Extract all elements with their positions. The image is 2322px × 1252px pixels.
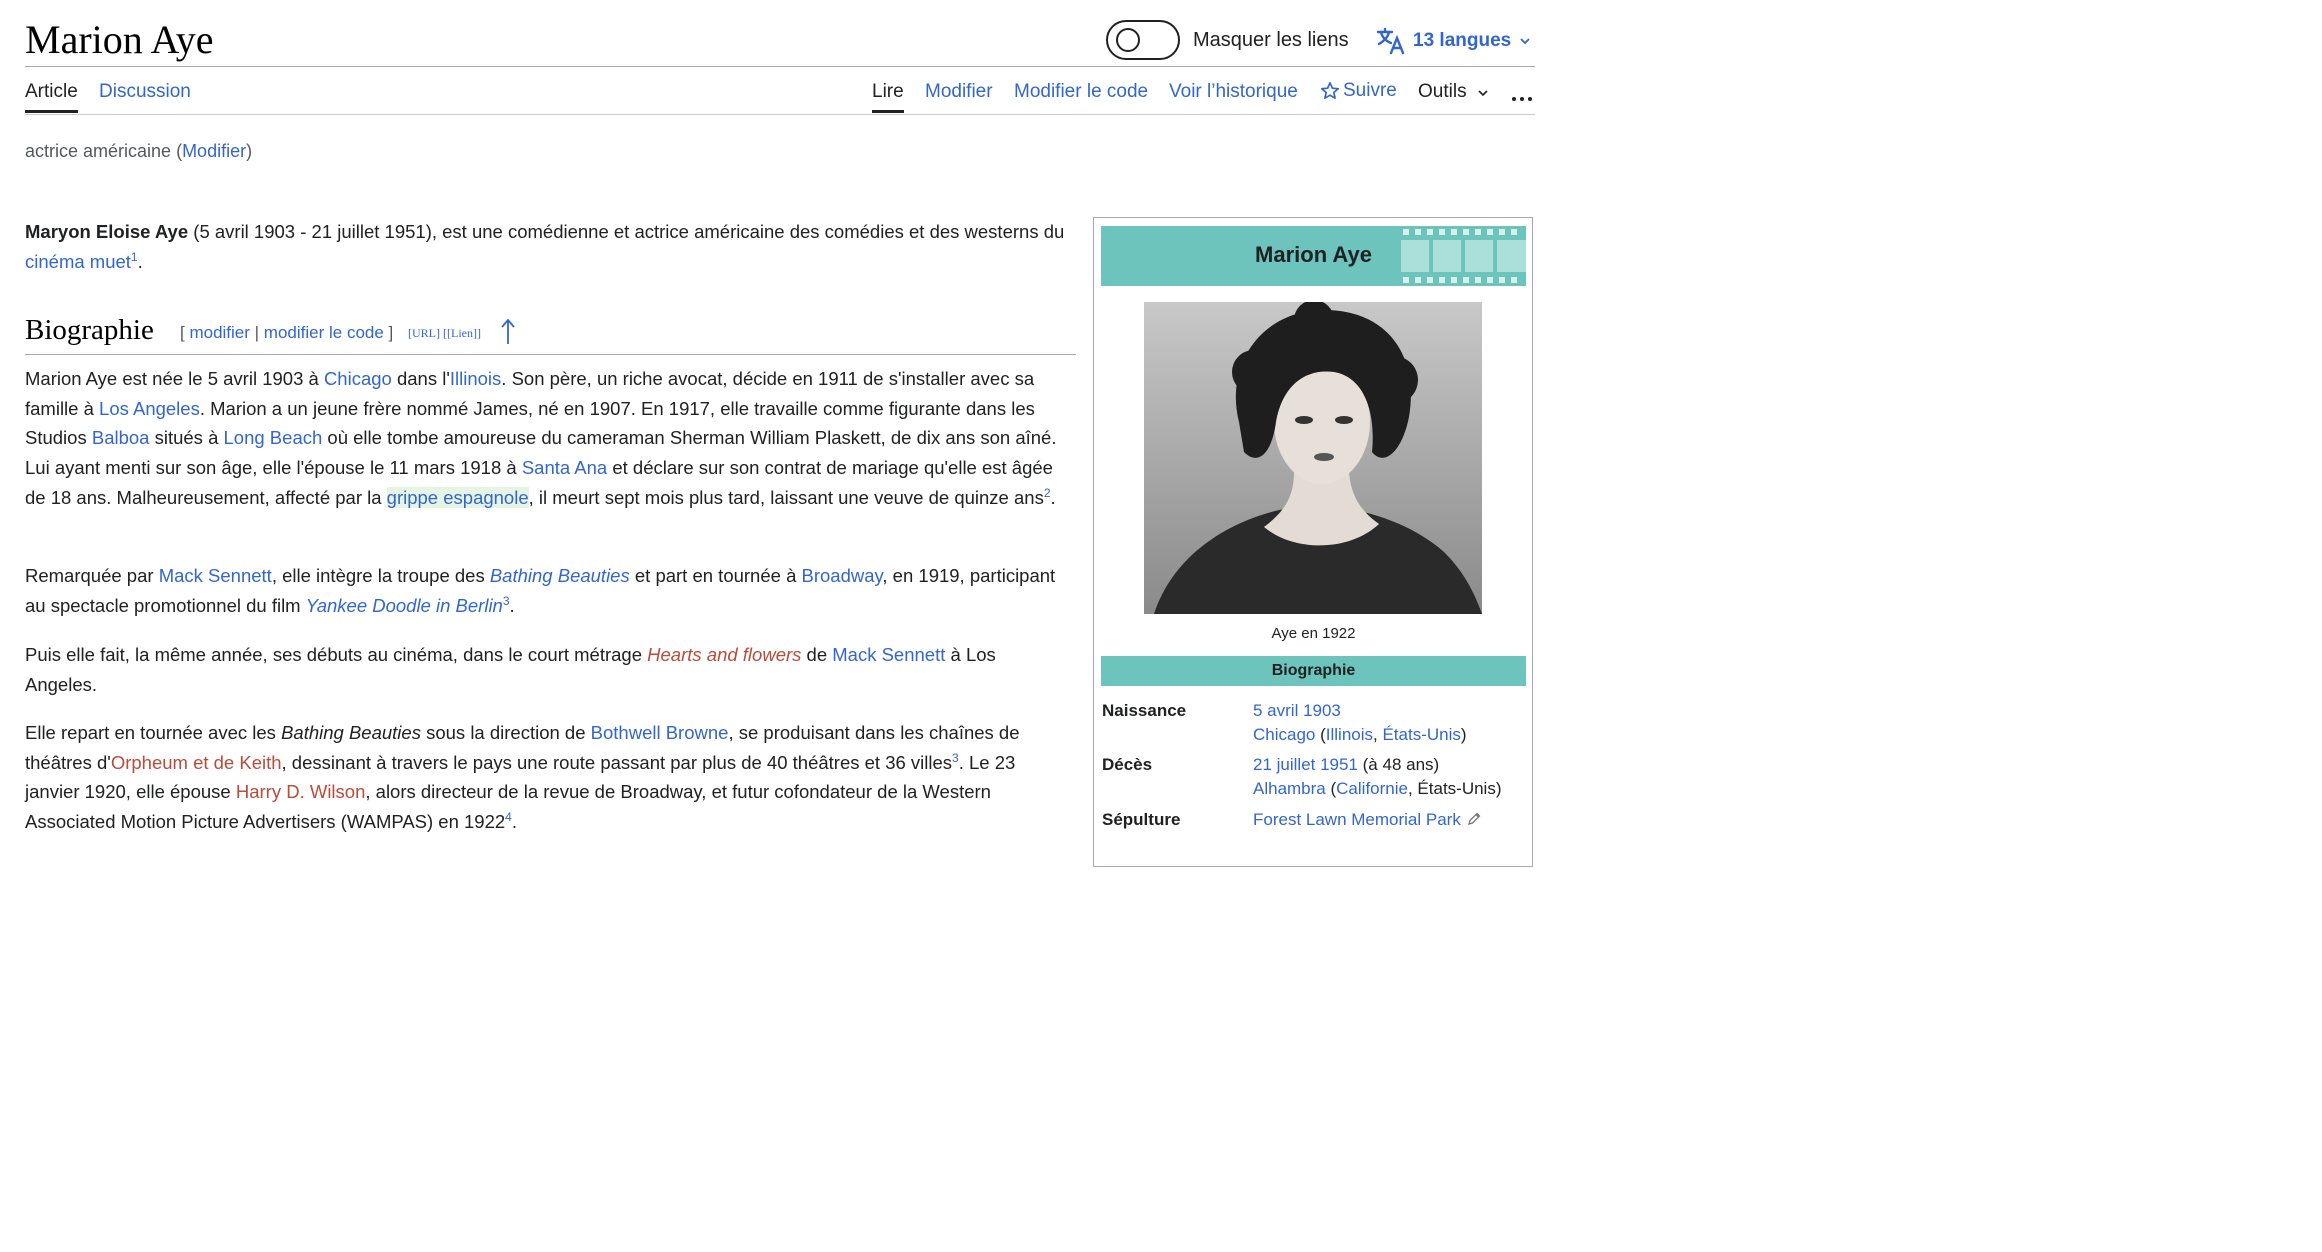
infobox-title: Marion Aye bbox=[1255, 242, 1372, 267]
link-chicago[interactable]: Chicago bbox=[323, 368, 392, 389]
infobox-key-death: Décès bbox=[1102, 755, 1153, 774]
arrow-up-icon[interactable] bbox=[500, 318, 516, 346]
translate-icon[interactable] bbox=[1376, 27, 1406, 55]
paragraph-2: Remarquée par Mack Sennett, elle intègre la troupe des Bathing Beauties et part en tournée à Broadway, en 1919, participant au spectacle promotionnel du film Yankee Doodle in Berlin$^3$. bbox=[25, 565, 1056, 616]
link-birth-country[interactable]: États-Unis bbox=[1382, 725, 1461, 744]
languages-button[interactable]: 13 langues bbox=[1413, 30, 1512, 51]
link-cinema-muet[interactable]: cinéma muet bbox=[25, 250, 131, 272]
star-icon[interactable] bbox=[1320, 81, 1340, 101]
paragraph-1: Marion Aye est née le 5 avril 1903 à Chicago dans l'Illinois. Son père, un riche avocat, décide en 1911 de s'installer avec sa famille à Los Angeles. Marion a un jeune frère nommé James, né en 1907. En 1917, elle travaille comme figurante dans les Studios Balboa situés à Long Beach où elle tombe amoureuse du cameraman Sherman William Plaskett, de dix ans son aîné. Lui ayant menti sur son âge, elle l'épouse le 11 mars 1918 à Santa Ana et déclare sur son contrat de mariage qu'elle est âgée de 18 ans. Malheureusement, affecté par la grippe espagnole, il meurt sept mois plus tard, laissant une veuve de quinze ans$^2$. bbox=[25, 368, 1057, 508]
link-long-beach[interactable]: Long Beach bbox=[223, 427, 323, 449]
link-santa-ana[interactable]: Santa Ana bbox=[521, 457, 608, 479]
ref-4[interactable]: 4 bbox=[505, 809, 512, 824]
link-yankee-doodle[interactable]: Yankee Doodle in Berlin bbox=[305, 594, 503, 616]
section-tools-links[interactable]: [URL] [[Lien]] bbox=[408, 326, 481, 340]
chevron-down-icon[interactable] bbox=[1477, 87, 1489, 99]
section-heading: Biographie bbox=[25, 314, 154, 346]
link-death-city[interactable]: Alhambra bbox=[1253, 779, 1326, 798]
hide-links-toggle[interactable] bbox=[1106, 20, 1180, 60]
portrait-illustration bbox=[1144, 302, 1482, 614]
toggle-knob bbox=[1116, 28, 1140, 52]
link-birth-state[interactable]: Illinois bbox=[1325, 725, 1374, 744]
link-birth-city[interactable]: Chicago bbox=[1253, 725, 1316, 744]
portrait-image[interactable] bbox=[1144, 302, 1482, 614]
infobox-birth-date bbox=[1253, 699, 1341, 723]
ref-3b[interactable]: 3 bbox=[952, 750, 959, 765]
tab-watch[interactable]: Suivre bbox=[1343, 80, 1397, 101]
redlink-hearts-and-flowers[interactable]: Hearts and flowers bbox=[647, 644, 802, 665]
description-edit-link[interactable]: Modifier bbox=[182, 141, 247, 161]
tab-article-underline bbox=[25, 110, 78, 113]
link-death-date[interactable]: 21 juillet 1951 bbox=[1253, 755, 1358, 774]
tab-history[interactable]: Voir l’historique bbox=[1169, 81, 1298, 102]
infobox-header bbox=[1101, 226, 1526, 286]
tab-read[interactable]: Lire bbox=[872, 81, 904, 102]
tools-menu[interactable]: Outils bbox=[1418, 81, 1467, 102]
hide-links-label[interactable]: Masquer les liens bbox=[1193, 29, 1349, 51]
link-bathing-beauties[interactable]: Bathing Beauties bbox=[489, 565, 630, 586]
chevron-down-icon[interactable] bbox=[1519, 35, 1531, 47]
redlink-harry-wilson[interactable]: Harry D. Wilson bbox=[235, 781, 366, 803]
link-mack-sennett-2[interactable]: Mack Sennett bbox=[832, 644, 946, 665]
infobox-section-label: Biographie bbox=[1271, 662, 1356, 679]
tab-article[interactable]: Article bbox=[25, 81, 78, 102]
tab-edit[interactable]: Modifier bbox=[925, 81, 993, 102]
paragraph-3: Puis elle fait, la même année, ses débuts au cinéma, dans le court métrage Hearts and flowers de Mack Sennett à Los Angeles. bbox=[25, 644, 996, 695]
intro-paragraph: Maryon Eloise Aye (5 avril 1903 - 21 juillet 1951), est une comédienne et actrice américaine des comédies et des westerns du cinéma muet$^1$. bbox=[25, 221, 1065, 272]
page-title: Marion Aye bbox=[25, 17, 214, 62]
section-edit-link[interactable]: modifier bbox=[189, 323, 250, 342]
link-mack-sennett[interactable]: Mack Sennett bbox=[158, 565, 272, 586]
pencil-icon[interactable] bbox=[1467, 812, 1481, 826]
infobox-birth-place: Chicago (Illinois, États-Unis) bbox=[1253, 725, 1467, 744]
image-caption: Aye en 1922 bbox=[1271, 625, 1356, 642]
tab-read-underline bbox=[872, 110, 904, 113]
paragraph-4: Elle repart en tournée avec les Bathing Beauties sous la direction de Bothwell Browne, se produisant dans les chaînes de théâtres d'Orpheum et de Keith, dessinant à travers le pays une route passant par plus de 40 théâtres et 36 villes$^3$. Le 23 janvier 1920, elle épouse Harry D. Wilson, alors directeur de la revue de Broadway, et futur cofondateur de la Western Associated Motion Picture Advertisers (WAMPAS) en 1922$^4$. bbox=[25, 722, 1020, 833]
short-description: actrice américaine (Modifier) bbox=[25, 141, 253, 161]
link-illinois[interactable]: Illinois bbox=[449, 368, 502, 389]
ref-1[interactable]: 1 bbox=[130, 249, 138, 264]
link-death-state[interactable]: Californie bbox=[1336, 779, 1408, 798]
infobox-key-birth: Naissance bbox=[1102, 701, 1187, 720]
link-burial-place[interactable]: Forest Lawn Memorial Park bbox=[1253, 810, 1461, 829]
ref-2[interactable]: 2 bbox=[1043, 485, 1051, 500]
section-divider bbox=[25, 354, 1076, 355]
link-bothwell-browne[interactable]: Bothwell Browne bbox=[590, 722, 729, 743]
infobox-death-date: 21 juillet 1951 (à 48 ans) bbox=[1253, 755, 1440, 774]
tabs-divider bbox=[25, 114, 1535, 115]
more-menu-icon[interactable] bbox=[1512, 88, 1536, 106]
section-edit-source-link[interactable]: modifier le code bbox=[263, 323, 384, 342]
ref-3[interactable]: 3 bbox=[502, 593, 510, 608]
infobox-section-header bbox=[1101, 656, 1526, 686]
section-edit-links: [ modifier | modifier le code ] bbox=[180, 323, 394, 342]
link-balboa[interactable]: Balboa bbox=[91, 427, 150, 449]
infobox-death-place: Alhambra (Californie, États-Unis) bbox=[1253, 779, 1502, 798]
link-broadway[interactable]: Broadway bbox=[801, 565, 883, 586]
infobox-key-burial: Sépulture bbox=[1102, 810, 1181, 829]
link-los-angeles[interactable]: Los Angeles bbox=[99, 397, 200, 419]
tab-edit-source[interactable]: Modifier le code bbox=[1014, 81, 1149, 102]
link-grippe-espagnole[interactable]: grippe espagnole bbox=[386, 486, 529, 508]
link-birth-date[interactable]: 5 avril 1903 bbox=[1253, 701, 1341, 720]
redlink-orpheum-keith[interactable]: Orpheum et de Keith bbox=[110, 751, 282, 773]
infobox-burial bbox=[1253, 808, 1481, 832]
title-divider bbox=[25, 66, 1535, 67]
tab-discussion[interactable]: Discussion bbox=[99, 81, 191, 102]
